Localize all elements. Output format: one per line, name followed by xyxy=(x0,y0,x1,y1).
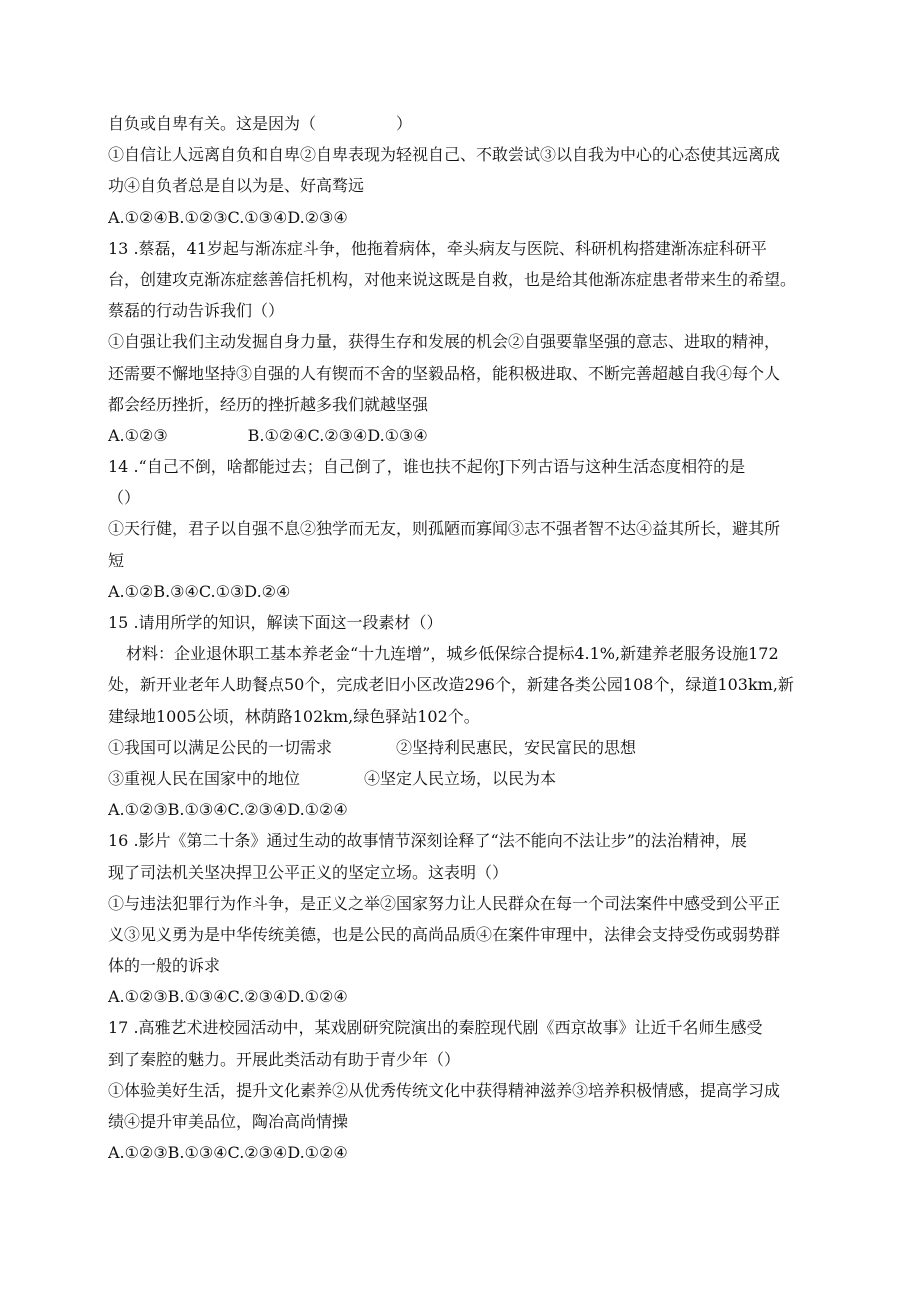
answer-options: A.①②③B.①③④C.②③④D.①②④ xyxy=(108,987,348,1007)
text-line: 现了司法机关坚决捍卫公平正义的坚定立场。这表明（） xyxy=(108,862,509,882)
question-13: 13 .蔡磊，41岁起与渐冻症斗争，他拖着病体，牵头病友与医院、科研机构搭建渐冻症科研平 xyxy=(108,238,767,258)
text-line: ③重视人民在国家中的地位 ④坚定人民立场，以民为本 xyxy=(108,768,557,788)
text-line: 建绿地1005公顷，林荫路102km,绿色驿站102个。 xyxy=(108,706,480,726)
text-line: 体的一般的诉求 xyxy=(108,956,221,976)
material-text: 材料：企业退休职工基本养老金“十九连增”，城乡低保综合提标4.1%,新建养老服务设施172 xyxy=(126,644,779,664)
question-14: 14 .“自己不倒，啥都能过去；自己倒了，谁也扶不起你J下列古语与这种生活态度相符的是 xyxy=(108,457,746,477)
text-line: ①天行健，君子以自强不息②独学而无友，则孤陋而寡闻③志不强者智不达④益其所长，避其所 xyxy=(108,519,781,539)
text-line: 蔡磊的行动告诉我们（） xyxy=(108,301,285,321)
answer-options: A.①②B.③④C.①③D.②④ xyxy=(108,581,291,601)
answer-options: A.①②③B.①③④C.②③④D.①②④ xyxy=(108,800,348,820)
text-line: 绩④提升审美品位，陶冶高尚情操 xyxy=(108,1112,349,1131)
text-line: 义③见义勇为是中华传统美德，也是公民的高尚品质④在案件审理中，法律会支持受伤或弱势群 xyxy=(108,924,781,944)
text-line: 功④自负者总是自以为是、好高骛远 xyxy=(108,176,365,196)
text-line: 处，新开业老年人助餐点50个，完成老旧小区改造296个，新建各类公园108个，绿道103km,新 xyxy=(108,675,794,695)
answer-options: A.①②④B.①②③C.①③④D.②③④ xyxy=(108,207,348,227)
text-line: 还需要不懈地坚持③自强的人有锲而不舍的坚毅品格，能积极进取、不断完善超越自我④每个人 xyxy=(108,363,781,383)
text-line: ①与违法犯罪行为作斗争，是正义之举②国家努力让人民群众在每一个司法案件中感受到公平正 xyxy=(108,893,781,913)
text-line: 都会经历挫折，经历的挫折越多我们就越坚强 xyxy=(108,394,429,414)
question-15: 15 .请用所学的知识，解读下面这一段素材（） xyxy=(108,613,443,632)
answer-options: A.①②③B.①③④C.②③④D.①②④ xyxy=(108,1143,348,1163)
text-line: ①体验美好生活，提升文化素养②从优秀传统文化中获得精神滋养③培养积极情感，提高学习成 xyxy=(108,1080,781,1100)
text-line: （） xyxy=(108,488,141,508)
text-line: ①自强让我们主动发掘自身力量，获得生存和发展的机会②自强要靠坚强的意志、进取的精神， xyxy=(108,332,781,352)
answer-options: A.①②③ B.①②④C.②③④D.①③④ xyxy=(108,425,428,445)
text-line: ①自信让人远离自负和自卑②自卑表现为轻视自己、不敢尝试③以自我为中心的心态使其远离成 xyxy=(108,145,781,165)
text-line: 自负或自卑有关。这是因为（ ） xyxy=(108,114,413,133)
text-line: 到了秦腔的魅力。开展此类活动有助于青少年（） xyxy=(108,1049,461,1069)
text-line: 短 xyxy=(108,550,125,570)
question-17: 17 .高雅艺术进校园活动中，某戏剧研究院演出的秦腔现代剧《西京故事》让近千名师生感受 xyxy=(108,1018,763,1038)
text-line: ①我国可以满足公民的一切需求 ②坚持利民惠民，安民富民的思想 xyxy=(108,737,637,757)
document-page xyxy=(108,108,816,1168)
question-16: 16 .影片《第二十条》通过生动的故事情节深刻诠释了“法不能向不法让步”的法治精神，展 xyxy=(108,831,747,851)
text-line: 台，创建攻克渐冻症慈善信托机构，对他来说这既是自救，也是给其他渐冻症患者带来生的希望。 xyxy=(108,269,797,289)
